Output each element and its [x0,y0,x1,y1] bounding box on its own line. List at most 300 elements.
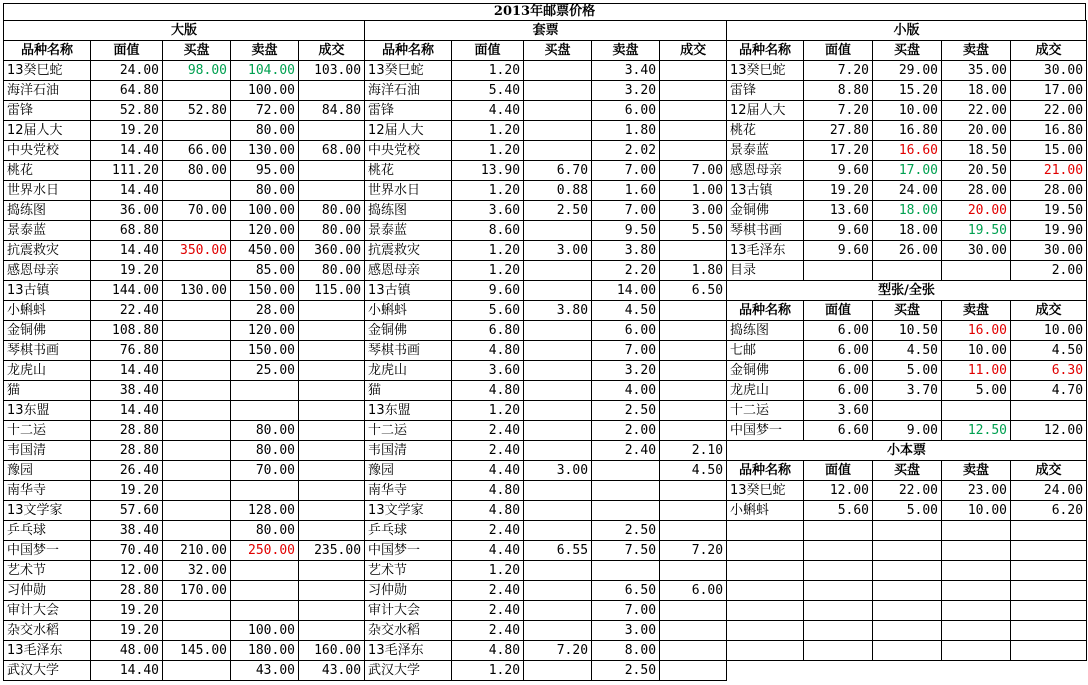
set-ask-cell: 6.50 [592,581,660,601]
empty-cell [1011,561,1087,581]
large-face-value-cell: 38.40 [91,521,163,541]
large-bid-cell [163,521,231,541]
set-deal-cell [660,301,727,321]
sheetlet-bid-cell: 3.70 [873,381,942,401]
set-name-cell: 乒乓球 [365,521,452,541]
set-name-cell: 十二运 [365,421,452,441]
large-face-value-cell: 14.40 [91,401,163,421]
set-bid-cell [524,361,592,381]
large-deal-cell [299,181,365,201]
set-name-cell: 13文学家 [365,501,452,521]
table-row [727,61,1087,81]
empty-cell [727,641,804,661]
table-row [4,241,727,261]
large-name-cell: 南华寺 [4,481,91,501]
large-ask-cell: 120.00 [231,221,299,241]
set-header-deal: 成交 [660,41,727,61]
table-row [4,441,727,461]
large-ask-cell: 104.00 [231,61,299,81]
set-ask-cell: 6.00 [592,101,660,121]
set-face-value-cell: 1.20 [452,261,524,281]
booklet-header-ask: 卖盘 [942,461,1011,481]
set-face-value-cell: 2.40 [452,421,524,441]
sheetlet-ask-cell: 10.00 [942,341,1011,361]
small-ask-cell: 30.00 [942,241,1011,261]
sheetlet-name-cell: 捣练图 [727,321,804,341]
empty-row [727,601,1087,621]
set-ask-cell: 2.02 [592,141,660,161]
large-ask-cell: 180.00 [231,641,299,661]
set-bid-cell [524,521,592,541]
set-bid-cell: 6.70 [524,161,592,181]
large-name-cell: 13癸巳蛇 [4,61,91,81]
large-face-value-cell: 26.40 [91,461,163,481]
set-ask-cell: 3.80 [592,241,660,261]
set-name-cell: 桃花 [365,161,452,181]
small-ask-cell: 20.00 [942,201,1011,221]
set-bid-cell [524,61,592,81]
sheetlet-name-cell: 十二运 [727,401,804,421]
large-deal-cell [299,501,365,521]
large-deal-cell: 43.00 [299,661,365,681]
table-row [4,101,727,121]
set-name-cell: 艺术节 [365,561,452,581]
table-row [4,161,727,181]
set-name-cell: 习仲勋 [365,581,452,601]
sheetlet-name-cell: 金铜佛 [727,361,804,381]
large-bid-cell: 70.00 [163,201,231,221]
set-name-cell: 韦国清 [365,441,452,461]
table-row [4,321,727,341]
table-row [727,361,1087,381]
table-row [727,81,1087,101]
set-name-cell: 豫园 [365,461,452,481]
large-deal-cell [299,341,365,361]
empty-cell [727,561,804,581]
set-bid-cell [524,321,592,341]
empty-row [727,561,1087,581]
set-bid-cell [524,81,592,101]
set-ask-cell: 7.00 [592,161,660,181]
table-row [4,61,727,81]
large-deal-cell [299,561,365,581]
large-bid-cell: 66.00 [163,141,231,161]
table-row [727,381,1087,401]
small-deal-cell: 19.50 [1011,201,1087,221]
sheet-title: 2013年邮票价格 [3,3,1086,21]
sheetlet-deal-cell: 4.70 [1011,381,1087,401]
large-face-value-cell: 19.20 [91,261,163,281]
table-row [4,521,727,541]
large-name-cell: 12届人大 [4,121,91,141]
sheetlet-deal-cell: 6.30 [1011,361,1087,381]
small-name-cell: 桃花 [727,121,804,141]
set-name-cell: 感恩母亲 [365,261,452,281]
small-name-cell: 13毛泽东 [727,241,804,261]
table-row [727,481,1087,501]
set-section-title: 套票 [365,21,727,41]
large-name-cell: 龙虎山 [4,361,91,381]
table-row [4,121,727,141]
booklet-header-face-value: 面值 [804,461,873,481]
sheetlet-header-face-value: 面值 [804,301,873,321]
table-row [727,201,1087,221]
set-ask-cell: 2.20 [592,261,660,281]
large-deal-cell: 360.00 [299,241,365,261]
large-deal-cell: 80.00 [299,201,365,221]
set-header-name: 品种名称 [365,41,452,61]
set-bid-cell: 3.80 [524,301,592,321]
large-deal-cell: 115.00 [299,281,365,301]
large-deal-cell: 80.00 [299,261,365,281]
set-ask-cell: 2.40 [592,441,660,461]
large-face-value-cell: 19.20 [91,121,163,141]
large-face-value-cell: 19.20 [91,621,163,641]
empty-cell [727,581,804,601]
set-ask-cell: 1.80 [592,121,660,141]
small-name-cell: 琴棋书画 [727,221,804,241]
empty-cell [1011,641,1087,661]
sheetlet-bid-cell: 4.50 [873,341,942,361]
small-deal-cell: 17.00 [1011,81,1087,101]
large-bid-cell [163,361,231,381]
large-ask-cell: 250.00 [231,541,299,561]
large-deal-cell: 160.00 [299,641,365,661]
set-deal-cell [660,101,727,121]
large-bid-cell [163,341,231,361]
large-bid-cell: 32.00 [163,561,231,581]
large-name-cell: 琴棋书画 [4,341,91,361]
large-face-value-cell: 28.80 [91,441,163,461]
large-bid-cell: 52.80 [163,101,231,121]
set-ask-cell: 7.00 [592,341,660,361]
large-face-value-cell: 12.00 [91,561,163,581]
empty-cell [1011,621,1087,641]
set-face-value-cell: 1.20 [452,181,524,201]
sheetlet-bid-cell: 5.00 [873,361,942,381]
sheetlet-header-row [727,301,1087,321]
small-ask-cell: 18.00 [942,81,1011,101]
small-face-value-cell: 9.60 [804,161,873,181]
table-row [727,261,1087,281]
table-row [4,381,727,401]
set-ask-cell [592,481,660,501]
sheetlet-header-deal: 成交 [1011,301,1087,321]
small-name-cell: 13癸巳蛇 [727,61,804,81]
booklet-header-bid: 买盘 [873,461,942,481]
table-row [4,461,727,481]
small-ask-cell: 35.00 [942,61,1011,81]
table-row [4,561,727,581]
set-name-cell: 琴棋书画 [365,341,452,361]
set-name-cell: 杂交水稻 [365,621,452,641]
large-deal-cell [299,441,365,461]
large-ask-cell [231,601,299,621]
set-ask-cell: 14.00 [592,281,660,301]
set-deal-cell [660,481,727,501]
large-ask-cell [231,401,299,421]
large-deal-cell: 84.80 [299,101,365,121]
empty-cell [873,561,942,581]
small-sheet-table [726,20,1087,661]
set-face-value-cell: 4.80 [452,341,524,361]
large-name-cell: 艺术节 [4,561,91,581]
set-bid-cell [524,441,592,461]
set-ask-cell: 7.00 [592,201,660,221]
large-name-cell: 雷锋 [4,101,91,121]
empty-cell [942,581,1011,601]
large-ask-cell: 25.00 [231,361,299,381]
set-deal-cell: 7.00 [660,161,727,181]
large-ask-cell: 80.00 [231,181,299,201]
large-bid-cell [163,321,231,341]
large-bid-cell [163,441,231,461]
empty-cell [942,541,1011,561]
large-bid-cell [163,601,231,621]
large-ask-cell: 80.00 [231,121,299,141]
table-row [727,101,1087,121]
empty-cell [942,621,1011,641]
small-face-value-cell: 13.60 [804,201,873,221]
empty-cell [1011,521,1087,541]
small-deal-cell: 28.00 [1011,181,1087,201]
set-ask-cell: 2.50 [592,521,660,541]
sheetlet-header-ask: 卖盘 [942,301,1011,321]
sheetlet-face-value-cell: 6.00 [804,341,873,361]
booklet-header-deal: 成交 [1011,461,1087,481]
large-face-value-cell: 14.40 [91,661,163,681]
large-bid-cell [163,401,231,421]
large-name-cell: 13毛泽东 [4,641,91,661]
large-deal-cell: 80.00 [299,221,365,241]
small-face-value-cell: 9.60 [804,221,873,241]
large-ask-cell: 95.00 [231,161,299,181]
small-header-ask: 卖盘 [942,41,1011,61]
set-deal-cell: 6.50 [660,281,727,301]
booklet-face-value-cell: 5.60 [804,501,873,521]
large-deal-cell [299,481,365,501]
empty-cell [804,541,873,561]
sheetlet-bid-cell [873,401,942,421]
set-name-cell: 13癸巳蛇 [365,61,452,81]
table-row [4,421,727,441]
small-bid-cell: 29.00 [873,61,942,81]
large-deal-cell [299,321,365,341]
set-face-value-cell: 2.40 [452,601,524,621]
large-bid-cell: 350.00 [163,241,231,261]
small-section-title: 小版 [727,21,1087,41]
booklet-section-title: 小本票 [727,441,1087,461]
set-face-value-cell: 2.40 [452,581,524,601]
sheetlet-deal-cell: 12.00 [1011,421,1087,441]
empty-row [727,581,1087,601]
large-face-value-cell: 111.20 [91,161,163,181]
table-row [4,621,727,641]
small-name-cell: 目录 [727,261,804,281]
small-header-face-value: 面值 [804,41,873,61]
empty-row [727,621,1087,641]
large-face-value-cell: 24.00 [91,61,163,81]
set-deal-cell [660,321,727,341]
set-bid-cell: 2.50 [524,201,592,221]
large-ask-cell: 100.00 [231,621,299,641]
set-face-value-cell: 2.40 [452,621,524,641]
small-deal-cell: 2.00 [1011,261,1087,281]
empty-cell [804,621,873,641]
large-ask-cell [231,481,299,501]
large-deal-cell [299,121,365,141]
table-row [4,221,727,241]
empty-cell [1011,581,1087,601]
large-name-cell: 十二运 [4,421,91,441]
large-name-cell: 乒乓球 [4,521,91,541]
set-face-value-cell: 8.60 [452,221,524,241]
empty-cell [942,601,1011,621]
table-row [727,241,1087,261]
booklet-deal-cell: 24.00 [1011,481,1087,501]
booklet-ask-cell: 10.00 [942,501,1011,521]
set-face-value-cell: 9.60 [452,281,524,301]
large-face-value-cell: 14.40 [91,181,163,201]
set-deal-cell [660,61,727,81]
large-name-cell: 习仲勋 [4,581,91,601]
large-header-face-value: 面值 [91,41,163,61]
large-bid-cell [163,481,231,501]
table-row [4,301,727,321]
sheetlet-deal-cell: 10.00 [1011,321,1087,341]
large-bid-cell: 80.00 [163,161,231,181]
small-ask-cell: 20.50 [942,161,1011,181]
booklet-face-value-cell: 12.00 [804,481,873,501]
sheetlet-ask-cell: 12.50 [942,421,1011,441]
large-bid-cell: 145.00 [163,641,231,661]
small-name-cell: 13古镇 [727,181,804,201]
large-name-cell: 豫园 [4,461,91,481]
table-row [4,541,727,561]
table-row [727,421,1087,441]
small-ask-cell [942,261,1011,281]
table-row [4,601,727,621]
table-row [4,201,727,221]
sheetlet-deal-cell: 4.50 [1011,341,1087,361]
large-set-table [3,20,727,681]
small-face-value-cell [804,261,873,281]
table-row [4,641,727,661]
small-face-value-cell: 9.60 [804,241,873,261]
large-name-cell: 中国梦一 [4,541,91,561]
set-bid-cell [524,121,592,141]
section-title-row [4,21,727,41]
large-ask-cell: 85.00 [231,261,299,281]
large-deal-cell [299,581,365,601]
set-name-cell: 龙虎山 [365,361,452,381]
large-bid-cell [163,121,231,141]
large-name-cell: 桃花 [4,161,91,181]
small-bid-cell: 17.00 [873,161,942,181]
set-name-cell: 世界水日 [365,181,452,201]
sheetlet-bid-cell: 10.50 [873,321,942,341]
table-row [727,161,1087,181]
set-deal-cell [660,641,727,661]
small-ask-cell: 22.00 [942,101,1011,121]
empty-row [727,521,1087,541]
empty-cell [942,521,1011,541]
empty-cell [804,561,873,581]
set-deal-cell: 6.00 [660,581,727,601]
table-row [4,281,727,301]
large-ask-cell: 450.00 [231,241,299,261]
large-bid-cell [163,81,231,101]
set-ask-cell: 4.00 [592,381,660,401]
large-bid-cell [163,461,231,481]
set-ask-cell: 2.00 [592,421,660,441]
large-ask-cell: 80.00 [231,421,299,441]
table-row [4,261,727,281]
set-deal-cell [660,341,727,361]
set-bid-cell [524,261,592,281]
large-face-value-cell: 19.20 [91,601,163,621]
set-deal-cell: 5.50 [660,221,727,241]
booklet-deal-cell: 6.20 [1011,501,1087,521]
large-header-ask: 卖盘 [231,41,299,61]
set-name-cell: 海洋石油 [365,81,452,101]
set-ask-cell [592,501,660,521]
set-deal-cell [660,81,727,101]
set-ask-cell: 9.50 [592,221,660,241]
set-name-cell: 中央党校 [365,141,452,161]
large-name-cell: 金铜佛 [4,321,91,341]
large-ask-cell [231,381,299,401]
large-name-cell: 抗震救灾 [4,241,91,261]
large-bid-cell: 98.00 [163,61,231,81]
small-bid-cell: 10.00 [873,101,942,121]
large-bid-cell [163,421,231,441]
sheetlet-ask-cell: 11.00 [942,361,1011,381]
set-name-cell: 猫 [365,381,452,401]
table-row [4,481,727,501]
large-ask-cell [231,581,299,601]
large-deal-cell [299,361,365,381]
large-face-value-cell: 57.60 [91,501,163,521]
large-face-value-cell: 14.40 [91,141,163,161]
set-deal-cell [660,141,727,161]
large-name-cell: 武汉大学 [4,661,91,681]
empty-cell [873,641,942,661]
set-bid-cell [524,621,592,641]
set-bid-cell [524,501,592,521]
large-ask-cell: 150.00 [231,281,299,301]
small-deal-cell: 30.00 [1011,61,1087,81]
sheetlet-header-bid: 买盘 [873,301,942,321]
empty-cell [727,621,804,641]
sheetlet-bid-cell: 9.00 [873,421,942,441]
set-ask-cell: 6.00 [592,321,660,341]
small-ask-cell: 28.00 [942,181,1011,201]
large-bid-cell: 210.00 [163,541,231,561]
set-bid-cell [524,601,592,621]
small-face-value-cell: 7.20 [804,61,873,81]
large-name-cell: 感恩母亲 [4,261,91,281]
large-name-cell: 审计大会 [4,601,91,621]
empty-cell [1011,601,1087,621]
set-name-cell: 武汉大学 [365,661,452,681]
sheetlet-face-value-cell: 6.00 [804,321,873,341]
booklet-title-row [727,441,1087,461]
large-ask-cell: 43.00 [231,661,299,681]
table-row [4,661,727,681]
table-row [4,341,727,361]
set-header-bid: 买盘 [524,41,592,61]
